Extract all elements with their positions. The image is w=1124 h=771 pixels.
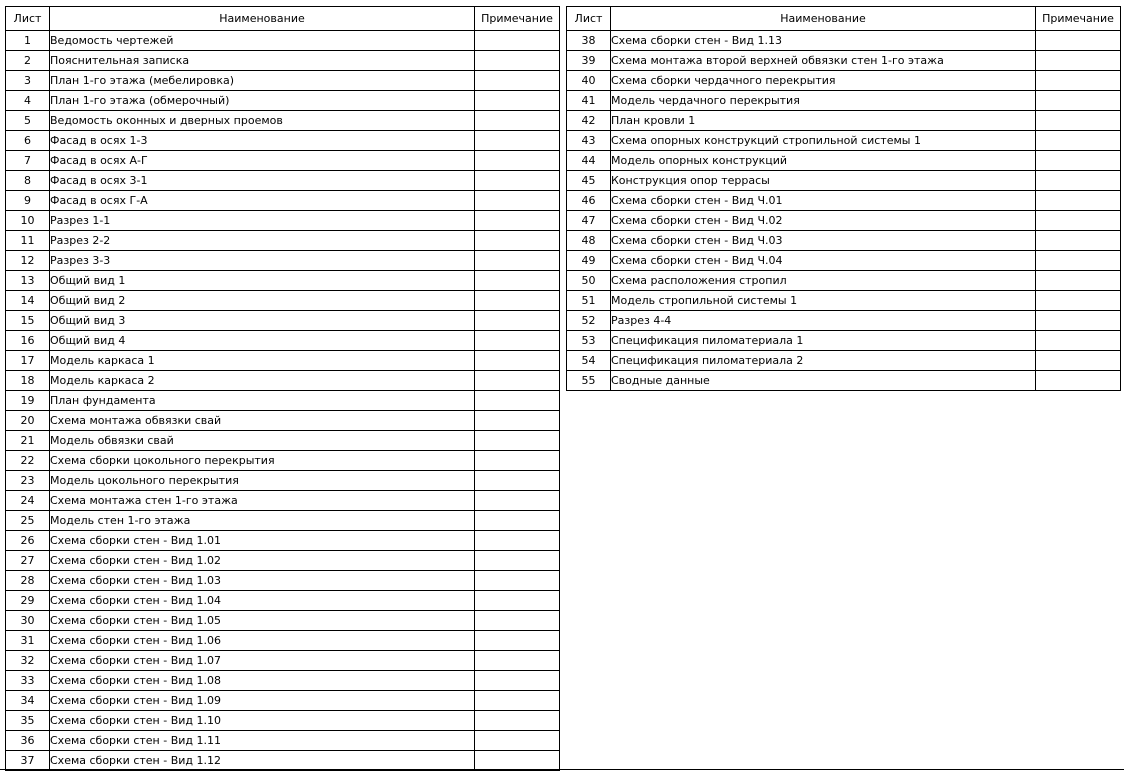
- sheet-name-cell: Схема сборки стен - Вид 1.01: [50, 531, 475, 551]
- sheet-note-cell: [475, 511, 560, 531]
- table-row: [6, 671, 560, 691]
- table-body-left: [6, 31, 560, 771]
- sheet-note-cell: [475, 491, 560, 511]
- table-row: [567, 351, 1121, 371]
- sheet-note-cell: [1036, 71, 1121, 91]
- sheet-number-cell: 19: [6, 391, 50, 411]
- sheet-name-cell: Схема сборки стен - Вид 1.13: [611, 31, 1036, 51]
- table-row: [567, 51, 1121, 71]
- sheet-name-cell: Схема сборки стен - Вид Ч.01: [611, 191, 1036, 211]
- sheet-number-cell: 3: [6, 71, 50, 91]
- sheet-note-cell: [475, 251, 560, 271]
- table-row: [6, 331, 560, 351]
- sheet-name-cell: Схема сборки стен - Вид 1.12: [50, 751, 475, 771]
- table-row: [6, 251, 560, 271]
- sheet-note-cell: [475, 331, 560, 351]
- table-row: [567, 151, 1121, 171]
- header-note: Примечание: [1036, 7, 1121, 31]
- header-name: Наименование: [50, 7, 475, 31]
- table-row: [6, 591, 560, 611]
- sheet-number-cell: 2: [6, 51, 50, 71]
- sheet-note-cell: [1036, 311, 1121, 331]
- sheet-name-cell: Ведомость чертежей: [50, 31, 475, 51]
- sheet-note-cell: [1036, 171, 1121, 191]
- table-row: [6, 571, 560, 591]
- table-row: [567, 371, 1121, 391]
- sheet-name-cell: Схема монтажа второй верхней обвязки стен 1-го этажа: [611, 51, 1036, 71]
- table-row: [6, 91, 560, 111]
- sheet-name-cell: Общий вид 3: [50, 311, 475, 331]
- sheet-note-cell: [475, 371, 560, 391]
- table-row: [6, 131, 560, 151]
- table-row: [6, 531, 560, 551]
- sheet-number-cell: 52: [567, 311, 611, 331]
- sheet-name-cell: Схема сборки стен - Вид 1.04: [50, 591, 475, 611]
- table-row: [567, 331, 1121, 351]
- table-row: [6, 631, 560, 651]
- sheet-number-cell: 47: [567, 211, 611, 231]
- sheet-note-cell: [1036, 131, 1121, 151]
- sheet-note-cell: [475, 71, 560, 91]
- sheet-number-cell: 49: [567, 251, 611, 271]
- sheet-name-cell: Модель каркаса 2: [50, 371, 475, 391]
- sheet-name-cell: Фасад в осях 3-1: [50, 171, 475, 191]
- sheet-number-cell: 36: [6, 731, 50, 751]
- sheet-name-cell: Схема сборки стен - Вид 1.10: [50, 711, 475, 731]
- sheet-note-cell: [475, 271, 560, 291]
- sheet-number-cell: 6: [6, 131, 50, 151]
- sheet-name-cell: Модель обвязки свай: [50, 431, 475, 451]
- sheet-number-cell: 55: [567, 371, 611, 391]
- sheet-number-cell: 33: [6, 671, 50, 691]
- sheet-name-cell: План кровли 1: [611, 111, 1036, 131]
- sheet-number-cell: 51: [567, 291, 611, 311]
- sheet-note-cell: [1036, 51, 1121, 71]
- table-row: [6, 151, 560, 171]
- sheet-number-cell: 42: [567, 111, 611, 131]
- table-row: [6, 651, 560, 671]
- sheet-note-cell: [475, 211, 560, 231]
- sheet-number-cell: 34: [6, 691, 50, 711]
- sheet-number-cell: 20: [6, 411, 50, 431]
- sheet-number-cell: 23: [6, 471, 50, 491]
- sheet-number-cell: 15: [6, 311, 50, 331]
- sheet-name-cell: План 1-го этажа (обмерочный): [50, 91, 475, 111]
- table-row: [6, 451, 560, 471]
- sheet-name-cell: Схема монтажа обвязки свай: [50, 411, 475, 431]
- table-row: [6, 71, 560, 91]
- header-sheet: Лист: [6, 7, 50, 31]
- sheet-note-cell: [475, 431, 560, 451]
- table-row: [6, 431, 560, 451]
- sheet-name-cell: Спецификация пиломатериала 2: [611, 351, 1036, 371]
- sheet-number-cell: 12: [6, 251, 50, 271]
- sheet-note-cell: [1036, 231, 1121, 251]
- sheet-name-cell: Пояснительная записка: [50, 51, 475, 71]
- table-row: [6, 511, 560, 531]
- sheet-name-cell: Общий вид 1: [50, 271, 475, 291]
- sheet-number-cell: 53: [567, 331, 611, 351]
- table-row: [6, 711, 560, 731]
- drawing-list-table-right: [566, 6, 1121, 391]
- sheet-number-cell: 44: [567, 151, 611, 171]
- sheet-name-cell: Схема сборки чердачного перекрытия: [611, 71, 1036, 91]
- table-row: [567, 251, 1121, 271]
- sheet-note-cell: [475, 731, 560, 751]
- sheet-number-cell: 18: [6, 371, 50, 391]
- table-row: [567, 131, 1121, 151]
- sheet-number-cell: 40: [567, 71, 611, 91]
- sheet-note-cell: [475, 711, 560, 731]
- table-row: [6, 171, 560, 191]
- sheet-number-cell: 7: [6, 151, 50, 171]
- sheet-note-cell: [475, 91, 560, 111]
- table-row: [6, 371, 560, 391]
- table-row: [6, 231, 560, 251]
- sheet-note-cell: [475, 671, 560, 691]
- sheet-note-cell: [475, 231, 560, 251]
- sheet-number-cell: 4: [6, 91, 50, 111]
- sheet-number-cell: 50: [567, 271, 611, 291]
- sheet-name-cell: Схема сборки стен - Вид 1.09: [50, 691, 475, 711]
- sheet-name-cell: Ведомость оконных и дверных проемов: [50, 111, 475, 131]
- sheet-number-cell: 43: [567, 131, 611, 151]
- table-row: [6, 491, 560, 511]
- sheet-name-cell: Разрез 2-2: [50, 231, 475, 251]
- sheet-name-cell: Фасад в осях 1-3: [50, 131, 475, 151]
- sheet-name-cell: Схема сборки стен - Вид 1.07: [50, 651, 475, 671]
- sheet-name-cell: Схема опорных конструкций стропильной системы 1: [611, 131, 1036, 151]
- sheet-name-cell: Разрез 1-1: [50, 211, 475, 231]
- table-row: [6, 471, 560, 491]
- sheet-name-cell: Фасад в осях Г-А: [50, 191, 475, 211]
- sheet-number-cell: 25: [6, 511, 50, 531]
- sheet-note-cell: [475, 51, 560, 71]
- table-row: [6, 551, 560, 571]
- sheet-number-cell: 29: [6, 591, 50, 611]
- sheet-number-cell: 46: [567, 191, 611, 211]
- table-body-right: [567, 31, 1121, 391]
- sheet-note-cell: [1036, 331, 1121, 351]
- sheet-note-cell: [475, 611, 560, 631]
- sheet-name-cell: Конструкция опор террасы: [611, 171, 1036, 191]
- sheet-note-cell: [475, 691, 560, 711]
- sheet-note-cell: [475, 171, 560, 191]
- sheet-name-cell: Схема сборки стен - Вид Ч.04: [611, 251, 1036, 271]
- sheet-note-cell: [475, 551, 560, 571]
- sheet-note-cell: [1036, 151, 1121, 171]
- sheet-note-cell: [475, 291, 560, 311]
- sheet-note-cell: [475, 311, 560, 331]
- table-row: [567, 271, 1121, 291]
- sheet-number-cell: 11: [6, 231, 50, 251]
- sheet-name-cell: Схема сборки стен - Вид 1.08: [50, 671, 475, 691]
- sheet-number-cell: 41: [567, 91, 611, 111]
- sheet-number-cell: 21: [6, 431, 50, 451]
- sheet-note-cell: [1036, 31, 1121, 51]
- sheet-name-cell: Схема сборки цокольного перекрытия: [50, 451, 475, 471]
- table-row: [6, 751, 560, 771]
- sheet-name-cell: Схема сборки стен - Вид Ч.03: [611, 231, 1036, 251]
- sheet-name-cell: Модель цокольного перекрытия: [50, 471, 475, 491]
- sheet-name-cell: Модель стен 1-го этажа: [50, 511, 475, 531]
- sheet-note-cell: [475, 151, 560, 171]
- sheet-note-cell: [475, 631, 560, 651]
- sheet-name-cell: Сводные данные: [611, 371, 1036, 391]
- sheet-note-cell: [475, 131, 560, 151]
- table-row: [6, 311, 560, 331]
- sheet-note-cell: [475, 471, 560, 491]
- sheet-number-cell: 13: [6, 271, 50, 291]
- sheet-number-cell: 32: [6, 651, 50, 671]
- table-row: [567, 91, 1121, 111]
- table-row: [6, 31, 560, 51]
- sheet-number-cell: 26: [6, 531, 50, 551]
- sheet-number-cell: 17: [6, 351, 50, 371]
- sheet-note-cell: [475, 411, 560, 431]
- sheet-note-cell: [475, 531, 560, 551]
- sheet-name-cell: Схема сборки стен - Вид 1.06: [50, 631, 475, 651]
- table-row: [6, 351, 560, 371]
- sheet-name-cell: Фасад в осях А-Г: [50, 151, 475, 171]
- sheet-note-cell: [475, 391, 560, 411]
- table-row: [567, 31, 1121, 51]
- sheet-name-cell: План фундамента: [50, 391, 475, 411]
- sheet-number-cell: 45: [567, 171, 611, 191]
- sheet-number-cell: 5: [6, 111, 50, 131]
- sheet-name-cell: Схема расположения стропил: [611, 271, 1036, 291]
- table-row: [6, 191, 560, 211]
- sheet-name-cell: Схема монтажа стен 1-го этажа: [50, 491, 475, 511]
- sheet-note-cell: [1036, 271, 1121, 291]
- sheet-number-cell: 22: [6, 451, 50, 471]
- header-note: Примечание: [475, 7, 560, 31]
- table-row: [6, 411, 560, 431]
- sheet-name-cell: Схема сборки стен - Вид Ч.02: [611, 211, 1036, 231]
- sheet-name-cell: Спецификация пиломатериала 1: [611, 331, 1036, 351]
- sheet-number-cell: 1: [6, 31, 50, 51]
- sheet-number-cell: 31: [6, 631, 50, 651]
- sheet-number-cell: 24: [6, 491, 50, 511]
- sheet-name-cell: Модель опорных конструкций: [611, 151, 1036, 171]
- sheet-number-cell: 38: [567, 31, 611, 51]
- sheet-number-cell: 9: [6, 191, 50, 211]
- sheet-name-cell: Общий вид 2: [50, 291, 475, 311]
- sheet-note-cell: [475, 111, 560, 131]
- header-name: Наименование: [611, 7, 1036, 31]
- sheet-note-cell: [475, 571, 560, 591]
- sheet-name-cell: Схема сборки стен - Вид 1.03: [50, 571, 475, 591]
- sheet-name-cell: Модель каркаса 1: [50, 351, 475, 371]
- table-row: [567, 71, 1121, 91]
- table-row: [6, 611, 560, 631]
- sheet-number-cell: 39: [567, 51, 611, 71]
- sheet-number-cell: 48: [567, 231, 611, 251]
- table-row: [6, 291, 560, 311]
- sheet-note-cell: [1036, 111, 1121, 131]
- sheet-name-cell: Разрез 4-4: [611, 311, 1036, 331]
- sheet-note-cell: [475, 191, 560, 211]
- sheet-note-cell: [1036, 191, 1121, 211]
- sheet-note-cell: [475, 651, 560, 671]
- sheet-note-cell: [1036, 91, 1121, 111]
- sheet-note-cell: [1036, 371, 1121, 391]
- sheet-note-cell: [475, 591, 560, 611]
- sheet-note-cell: [475, 751, 560, 771]
- sheet-name-cell: Схема сборки стен - Вид 1.02: [50, 551, 475, 571]
- header-sheet: Лист: [567, 7, 611, 31]
- table-row: [567, 171, 1121, 191]
- table-row: [6, 691, 560, 711]
- sheet-number-cell: 16: [6, 331, 50, 351]
- table-header-row: [6, 7, 560, 31]
- sheet-number-cell: 10: [6, 211, 50, 231]
- sheet-name-cell: Разрез 3-3: [50, 251, 475, 271]
- sheet-note-cell: [1036, 251, 1121, 271]
- sheet-number-cell: 30: [6, 611, 50, 631]
- table-row: [567, 291, 1121, 311]
- table-row: [6, 111, 560, 131]
- sheet-note-cell: [475, 451, 560, 471]
- table-row: [6, 271, 560, 291]
- sheet-name-cell: Схема сборки стен - Вид 1.05: [50, 611, 475, 631]
- table-row: [6, 211, 560, 231]
- table-row: [567, 211, 1121, 231]
- sheet-number-cell: 35: [6, 711, 50, 731]
- table-row: [6, 51, 560, 71]
- drawing-list-table-left: [5, 6, 560, 771]
- sheet-name-cell: Модель стропильной системы 1: [611, 291, 1036, 311]
- sheet-note-cell: [1036, 351, 1121, 371]
- sheet-number-cell: 28: [6, 571, 50, 591]
- table-row: [6, 731, 560, 751]
- table-row: [567, 111, 1121, 131]
- sheet-number-cell: 37: [6, 751, 50, 771]
- sheet-note-cell: [1036, 291, 1121, 311]
- sheet-name-cell: Модель чердачного перекрытия: [611, 91, 1036, 111]
- sheet-number-cell: 8: [6, 171, 50, 191]
- sheet-number-cell: 27: [6, 551, 50, 571]
- sheet-note-cell: [475, 31, 560, 51]
- table-row: [567, 231, 1121, 251]
- sheet-name-cell: Схема сборки стен - Вид 1.11: [50, 731, 475, 751]
- sheet-number-cell: 14: [6, 291, 50, 311]
- sheet-name-cell: План 1-го этажа (мебелировка): [50, 71, 475, 91]
- sheet-name-cell: Общий вид 4: [50, 331, 475, 351]
- table-row: [567, 191, 1121, 211]
- table-row: [567, 311, 1121, 331]
- sheet-note-cell: [475, 351, 560, 371]
- page-bottom-rule: [0, 769, 1124, 770]
- sheet-note-cell: [1036, 211, 1121, 231]
- sheet-number-cell: 54: [567, 351, 611, 371]
- table-row: [6, 391, 560, 411]
- table-header-row: [567, 7, 1121, 31]
